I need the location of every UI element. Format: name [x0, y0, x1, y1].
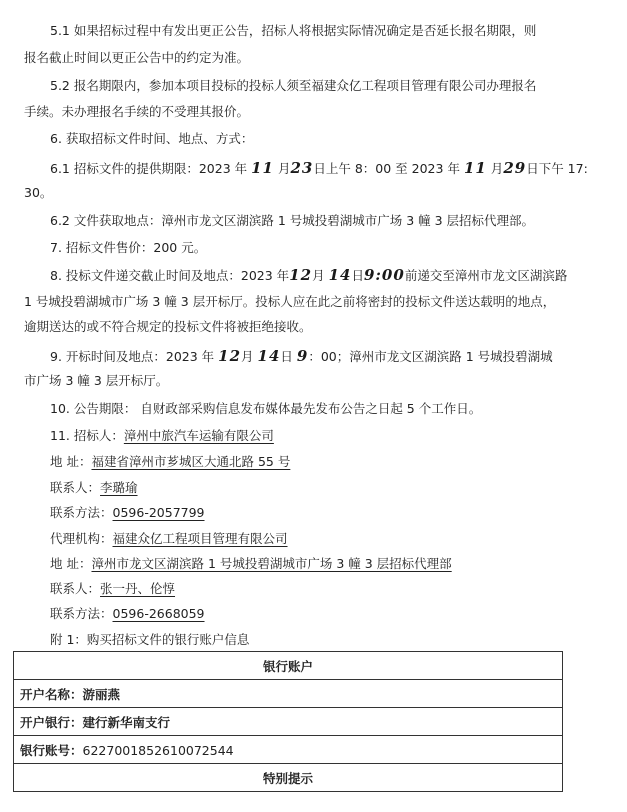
tenderer-address-row: 地 址：福建省漳州市芗城区大通北路 55 号 [50, 454, 291, 469]
para-9-line1: 9. 开标时间及地点：2023 年 12月 14日 9：00；漳州市龙文区湖滨路 1 号城投碧湖城 [50, 347, 553, 365]
handwritten-month: 12 [289, 266, 313, 284]
agent-name: 福建众亿工程项目管理有限公司 [112, 531, 288, 546]
agent-address: 漳州市龙文区湖滨路 1 号城投碧湖城市广场 3 幢 3 层招标代理部 [91, 556, 452, 571]
handwritten-month: 12 [218, 347, 242, 365]
bank-account-table [13, 651, 563, 792]
para-9-line2: 市广场 3 幢 3 层开标厅。 [24, 373, 169, 388]
para-7: 7. 招标文件售价：200 元。 [50, 240, 207, 255]
tenderer-contact: 李璐瑜 [100, 480, 138, 495]
para-6: 6. 获取招标文件时间、地点、方式： [50, 131, 254, 146]
handwritten-day-2: 29 [503, 159, 527, 177]
account-number-cell: 银行账号：6227001852610072544 [14, 736, 563, 764]
para-6-1-line1: 6.1 招标文件的提供期限：2023 年 11 月23日上午 8：00 至 2023 年 11 月29日下午 17: [50, 159, 588, 177]
para-6-2: 6.2 文件获取地点：漳州市龙文区湖滨路 1 号城投碧湖城市广场 3 幢 3 层招标代理部。 [50, 213, 535, 228]
special-notice-header: 特别提示 [14, 764, 563, 792]
para-8-line1: 8. 投标文件递交截止时间及地点：2023 年12月 14日9:00前递交至漳州市龙文区湖滨路 [50, 266, 568, 284]
para-6-1-line2: 30。 [24, 185, 53, 200]
agent-phone: 0596-2668059 [112, 606, 205, 621]
para-10: 10. 公告期限： 自财政部采购信息发布媒体最先发布公告之日起 5 个工作日。 [50, 401, 482, 416]
bank-name-cell: 开户银行：建行新华南支行 [14, 708, 563, 736]
handwritten-month-1: 11 [251, 159, 274, 177]
handwritten-day-1: 23 [290, 159, 314, 177]
tenderer-phone-row: 联系方法：0596-2057799 [50, 505, 205, 520]
account-name-cell: 开户名称：游丽燕 [14, 680, 563, 708]
agent-phone-row: 联系方法：0596-2668059 [50, 606, 205, 621]
para-8-line2: 1 号城投碧湖城市广场 3 幢 3 层开标厅。投标人应在此之前将密封的投标文件送达载明的地点， [24, 294, 556, 309]
tenderer-row: 11. 招标人：漳州中旅汽车运输有限公司 [50, 428, 274, 443]
para-5-1-line1: 5.1 如果招标过程中有发出更正公告，招标人将根据实际情况确定是否延长报名期限，则 [50, 23, 537, 38]
tenderer-phone: 0596-2057799 [112, 505, 205, 520]
tenderer-name: 漳州中旅汽车运输有限公司 [123, 428, 274, 443]
para-5-2-line1: 5.2 报名期限内，参加本项目投标的投标人须至福建众亿工程项目管理有限公司办理报名 [50, 78, 537, 93]
para-5-2-line2: 手续。未办理报名手续的不受理其报价。 [24, 104, 250, 119]
agent-row: 代理机构：福建众亿工程项目管理有限公司 [50, 531, 288, 546]
handwritten-time: 9:00 [363, 266, 405, 284]
para-5-1-line2: 报名截止时间以更正公告中的约定为准。 [24, 50, 250, 65]
appendix-title: 附 1：购买招标文件的银行账户信息 [50, 632, 250, 647]
handwritten-month-2: 11 [463, 159, 487, 177]
tenderer-address: 福建省漳州市芗城区大通北路 55 号 [91, 454, 291, 469]
handwritten-day: 14 [328, 266, 352, 284]
handwritten-day: 14 [257, 347, 281, 365]
agent-contact: 张一丹、伦惇 [100, 581, 176, 596]
agent-contact-row: 联系人：张一丹、伦惇 [50, 581, 176, 596]
bank-table-title: 银行账户 [14, 652, 563, 680]
agent-address-row: 地 址：漳州市龙文区湖滨路 1 号城投碧湖城市广场 3 幢 3 层招标代理部 [50, 556, 452, 571]
handwritten-hour: 9 [296, 347, 309, 365]
tenderer-contact-row: 联系人：李璐瑜 [50, 480, 138, 495]
para-8-line3: 逾期送达的或不符合规定的投标文件将被拒绝接收。 [24, 319, 312, 334]
